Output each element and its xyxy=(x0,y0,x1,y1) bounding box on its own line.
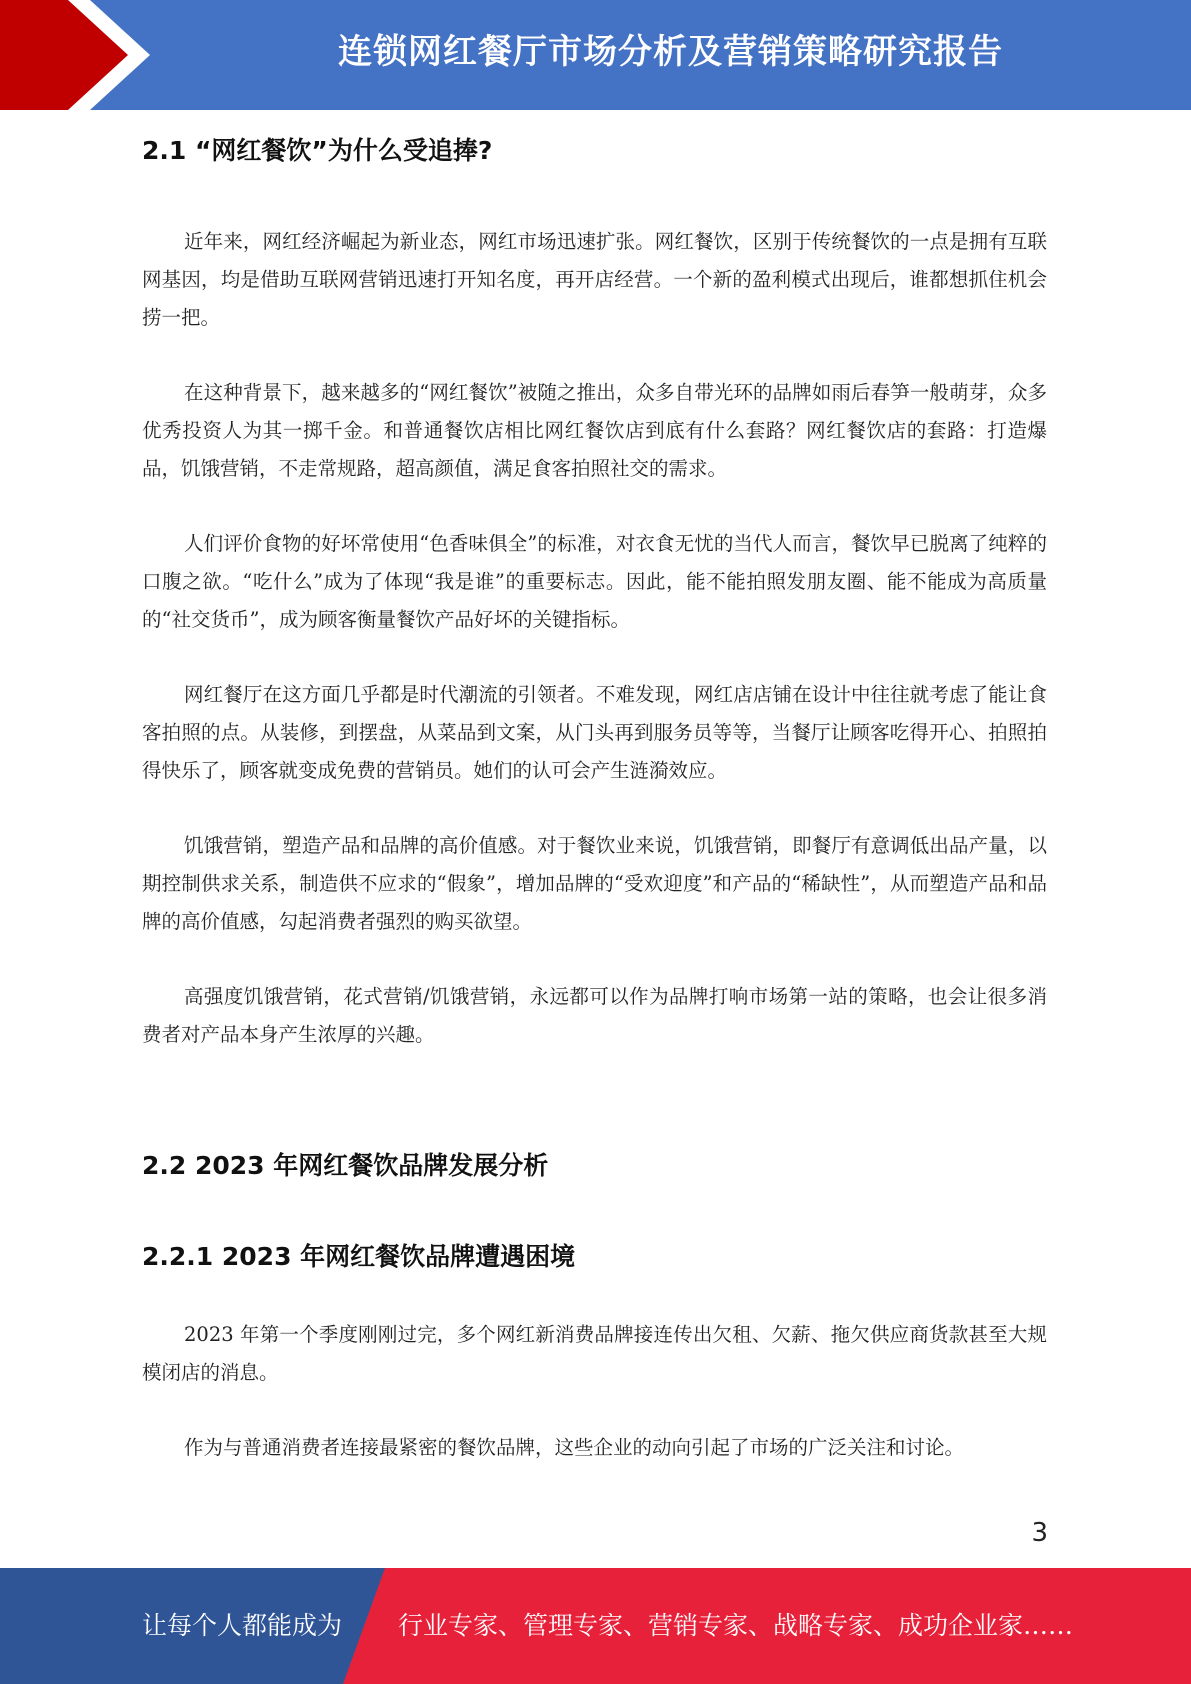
section-heading-2-1: 2.1 “网红餐饮”为什么受追捧? xyxy=(142,136,493,165)
paragraph: 作为与普通消费者连接最紧密的餐饮品牌，这些企业的动向引起了市场的广泛关注和讨论。 xyxy=(184,1436,965,1459)
page-number: 3 xyxy=(1031,1518,1048,1548)
section-heading-2-2-1: 2.2.1 2023 年网红餐饮品牌遭遇困境 xyxy=(142,1242,576,1271)
paragraph: 高强度饥饿营销，花式营销/饥饿营销，永远都可以作为品牌打响市场第一站的策略，也会让很多消费者对产品本身产生浓厚的兴趣。 xyxy=(142,985,1047,1046)
footer-slogan-right: 行业专家、管理专家、营销专家、战略专家、成功企业家…… xyxy=(398,1611,1074,1640)
section-heading-2-2: 2.2 2023 年网红餐饮品牌发展分析 xyxy=(142,1151,549,1180)
footer-banner xyxy=(0,1568,1191,1684)
header-arrow-decoration xyxy=(0,0,160,110)
paragraph: 在这种背景下，越来越多的“网红餐饮”被随之推出，众多自带光环的品牌如雨后春笋一般萌芽，众多优秀投资人为其一掷千金。和普通餐饮店相比网红餐饮店到底有什么套路？网红餐饮店的套路：打造爆品，饥饿营销，不走常规路，超高颜值，满足食客拍照社交的需求。 xyxy=(142,381,1047,480)
header-banner xyxy=(0,0,1191,110)
paragraph: 饥饿营销，塑造产品和品牌的高价值感。对于餐饮业来说，饥饿营销，即餐厅有意调低出品产量，以期控制供求关系，制造供不应求的“假象”，增加品牌的“受欢迎度”和产品的“稀缺性”，从而塑造产品和品牌的高价值感，勾起消费者强烈的购买欲望。 xyxy=(142,834,1047,933)
header-title: 连锁网红餐厅市场分析及营销策略研究报告 xyxy=(338,32,1003,72)
paragraph: 网红餐厅在这方面几乎都是时代潮流的引领者。不难发现，网红店店铺在设计中往往就考虑了能让食客拍照的点。从装修，到摆盘，从菜品到文案，从门头再到服务员等等，当餐厅让顾客吃得开心、拍照拍得快乐了，顾客就变成免费的营销员。她们的认可会产生涟漪效应。 xyxy=(142,683,1047,782)
footer-slogan-left: 让每个人都能成为 xyxy=(142,1611,343,1640)
paragraph: 近年来，网红经济崛起为新业态，网红市场迅速扩张。网红餐饮，区别于传统餐饮的一点是拥有互联网基因，均是借助互联网营销迅速打开知名度，再开店经营。一个新的盈利模式出现后，谁都想抓住机会捞一把。 xyxy=(142,230,1047,329)
paragraph: 人们评价食物的好坏常使用“色香味俱全”的标准，对衣食无忧的当代人而言，餐饮早已脱离了纯粹的口腹之欲。“吃什么”成为了体现“我是谁”的重要标志。因此，能不能拍照发朋友圈、能不能成为高质量的“社交货币”，成为顾客衡量餐饮产品好坏的关键指标。 xyxy=(142,532,1047,631)
paragraph: 2023 年第一个季度刚刚过完，多个网红新消费品牌接连传出欠租、欠薪、拖欠供应商货款甚至大规模闭店的消息。 xyxy=(142,1323,1047,1384)
